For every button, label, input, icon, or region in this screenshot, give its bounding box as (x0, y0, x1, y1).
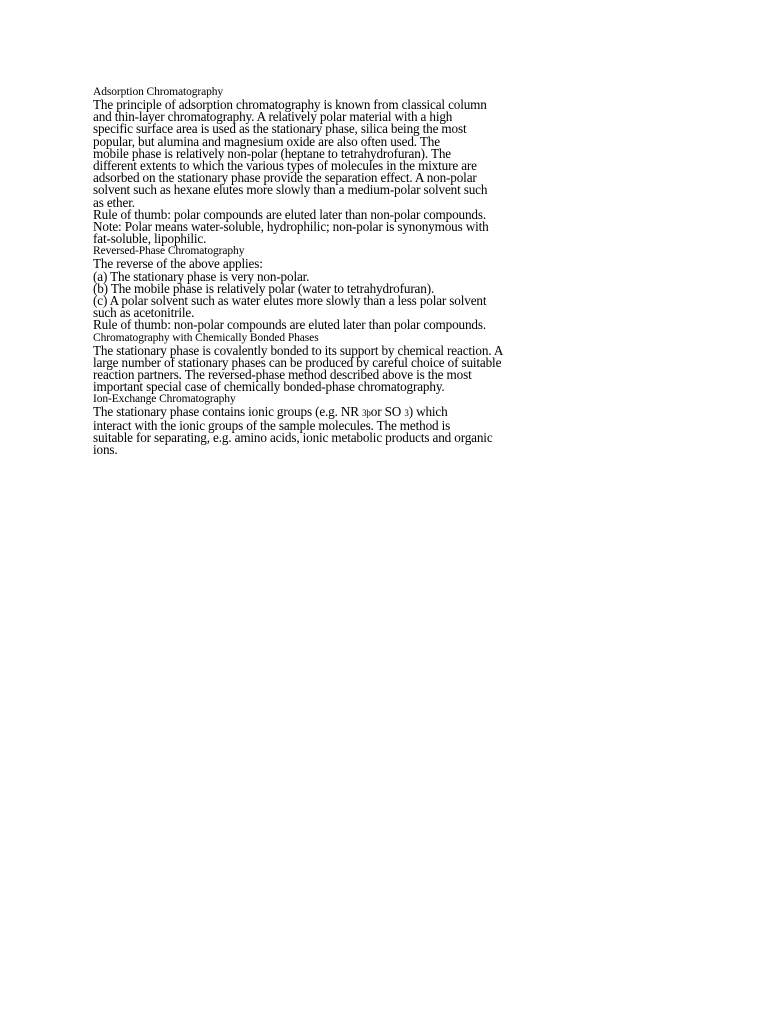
text-line: The stationary phase is covalently bonded to its support by chemical reaction. A (93, 342, 504, 358)
text-line: interact with the ionic groups of the sample molecules. The method is (93, 417, 451, 433)
list-item: (a) The stationary phase is very non-polar. (93, 268, 310, 284)
text-fragment: The stationary phase contains ionic groups (e.g. NR (93, 404, 363, 420)
section-adsorption (93, 86, 563, 245)
text-line: The principle of adsorption chromatography is known from classical column (93, 97, 487, 112)
document-page (93, 86, 563, 456)
text-line: reaction partners. The reversed-phase method described above is the most (93, 367, 472, 383)
text-line: different extents to which the various types of molecules in the mixture are (93, 158, 477, 174)
note-line: Note: Polar means water-soluble, hydrophilic; non-polar is synonymous with (93, 219, 489, 235)
text-line: and thin-layer chromatography. A relatively polar material with a high (93, 109, 453, 125)
section-heading: Reversed-Phase Chromatography (93, 245, 245, 258)
text-line: as ether. (93, 194, 135, 210)
section-heading: Ion-Exchange Chromatography (93, 393, 236, 406)
text-line: important special case of chemically bonded-phase chromatography. (93, 379, 445, 395)
text-fragment: ) which (408, 404, 448, 420)
text-fragment: or SO (370, 404, 405, 420)
text-line: The reverse of the above applies: (93, 256, 263, 272)
section-ion-exchange (93, 393, 563, 456)
text-line: adsorbed on the stationary phase provide the separation effect. A non-polar (93, 170, 477, 186)
text-line: specific surface area is used as the stationary phase, silica being the most (93, 121, 467, 137)
section-heading: Adsorption Chromatography (93, 86, 224, 98)
rule-of-thumb: Rule of thumb: polar compounds are eluted later than non-polar compounds. (93, 206, 487, 222)
text-line: large number of stationary phases can be produced by careful choice of suitable (93, 354, 502, 370)
text-line: suitable for separating, e.g. amino acids, ionic metabolic products and organic (93, 429, 493, 445)
list-item: (c) A polar solvent such as water elutes more slowly than a less polar solvent (93, 293, 487, 309)
text-line: ions. (93, 442, 118, 458)
subscript: 3 (404, 408, 409, 419)
text-line: such as acetonitrile. (93, 305, 195, 321)
rule-of-thumb: Rule of thumb: non-polar compounds are eluted later than polar compounds. (93, 317, 487, 333)
subscript: 3þ (362, 408, 371, 419)
section-reversed-phase (93, 245, 563, 331)
text-line: mobile phase is relatively non-polar (heptane to tetrahydrofuran). The (93, 145, 452, 161)
text-line: solvent such as hexane elutes more slowly than a medium-polar solvent such (93, 182, 488, 198)
text-line: fat-soluble, lipophilic. (93, 231, 207, 247)
list-item: (b) The mobile phase is relatively polar (water to tetrahydrofuran). (93, 280, 435, 296)
section-heading: Chromatography with Chemically Bonded Phases (93, 331, 319, 344)
text-line: popular, but alumina and magnesium oxide are also often used. The (93, 133, 440, 149)
section-bonded-phases (93, 332, 563, 394)
